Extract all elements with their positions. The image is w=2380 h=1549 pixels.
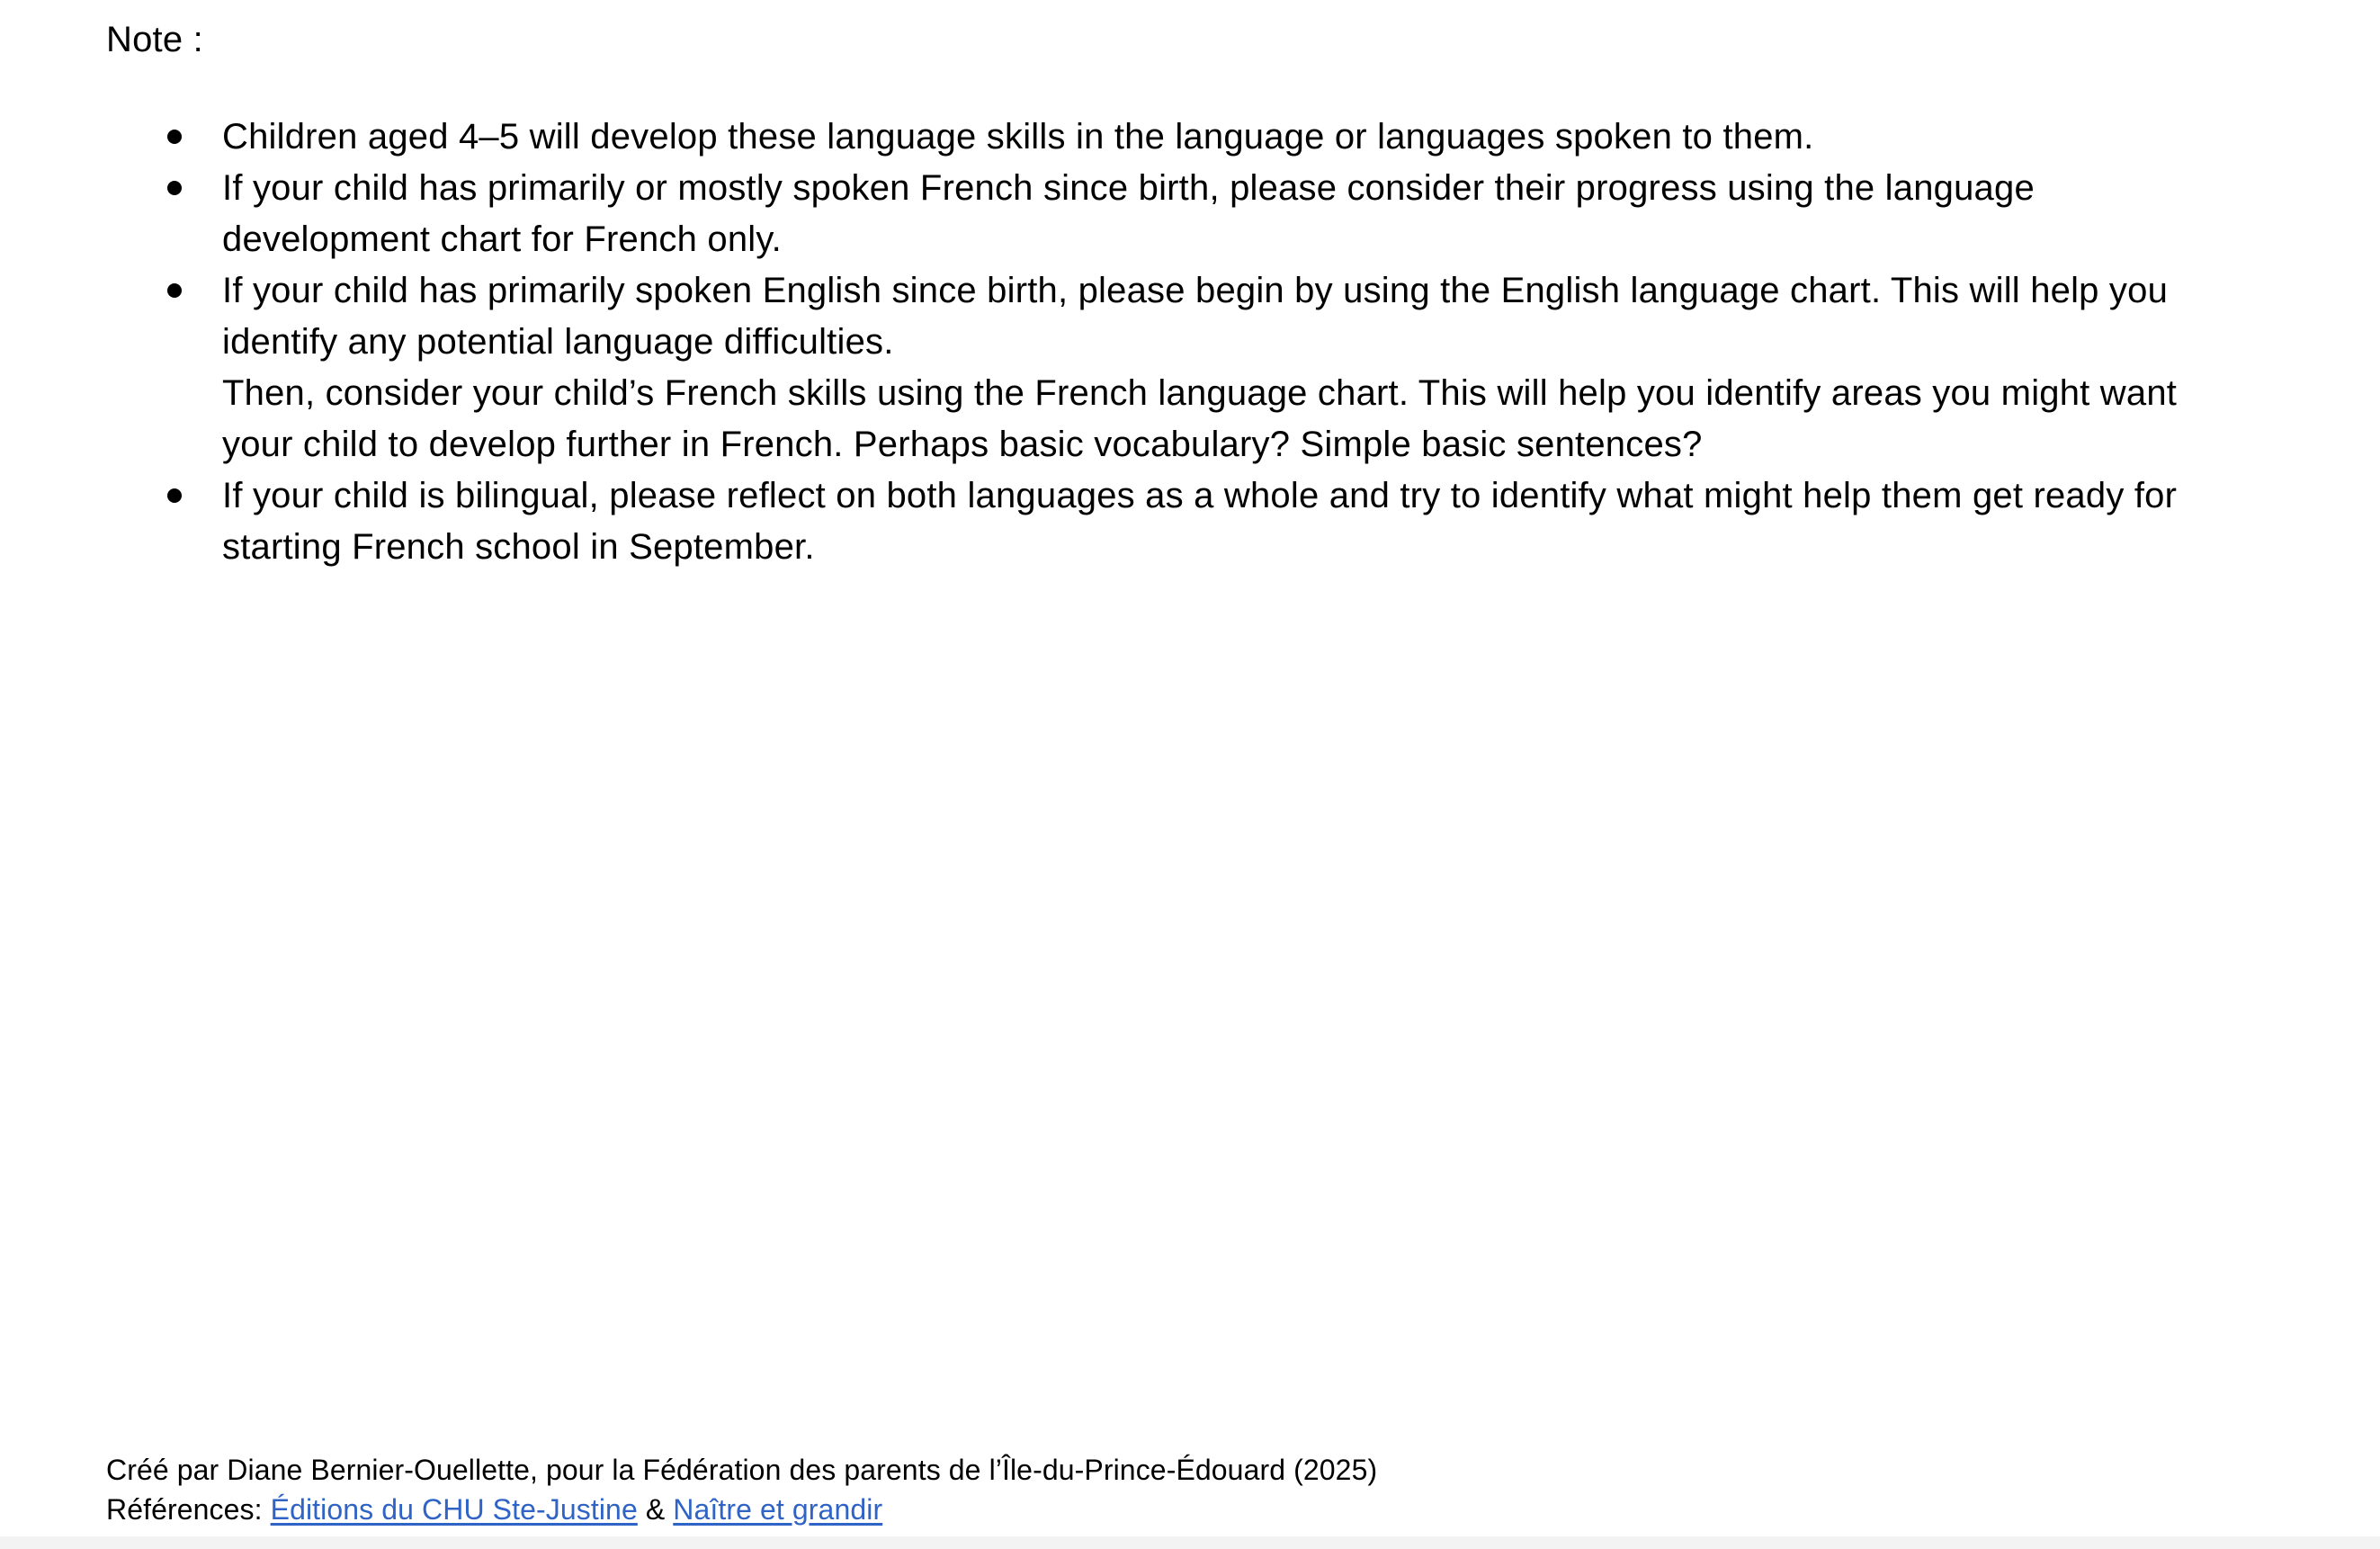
reference-link-naitre-et-grandir[interactable]: Naître et grandir xyxy=(673,1493,883,1526)
bullet-icon xyxy=(167,130,182,144)
footer-credit: Créé par Diane Bernier-Ouellette, pour la Fédération des parents de l’Île-du-Prince-Édouard (2025) xyxy=(106,1454,1378,1486)
list-item xyxy=(0,265,2210,470)
bullet-icon xyxy=(167,283,182,298)
page-bottom-edge xyxy=(0,1536,2380,1549)
list-item-continuation: Then, consider your child’s French skills using the French language chart. This will help you identify areas you might want your child to develop further in French. Perhaps basic vocabulary? Simple basic sentences? xyxy=(222,373,2178,464)
list-item xyxy=(0,112,2210,163)
references-label: Références: xyxy=(106,1493,271,1526)
list-item xyxy=(0,163,2210,265)
reference-link-chu-ste-justine[interactable]: Éditions du CHU Ste-Justine xyxy=(270,1493,638,1526)
list-item-text: Children aged 4–5 will develop these language skills in the language or languages spoken to them. xyxy=(222,117,1814,157)
note-list xyxy=(0,112,2380,573)
note-title: Note : xyxy=(106,20,203,59)
references-separator: & xyxy=(637,1493,674,1526)
bullet-icon xyxy=(167,488,182,503)
list-item-text: If your child is bilingual, please reflect on both languages as a whole and try to identify what might help them get ready for starting French school in September. xyxy=(222,476,2178,567)
footer-references xyxy=(106,1490,1377,1529)
page-footer xyxy=(106,1450,1377,1529)
bullet-icon xyxy=(167,181,182,195)
list-item-text: If your child has primarily or mostly spoken French since birth, please consider their progress using the language development chart for French only. xyxy=(222,168,2035,259)
list-item-text: If your child has primarily spoken English since birth, please begin by using the English language chart. This will help you identify any potential language difficulties. xyxy=(222,271,2169,362)
list-item xyxy=(0,470,2210,573)
